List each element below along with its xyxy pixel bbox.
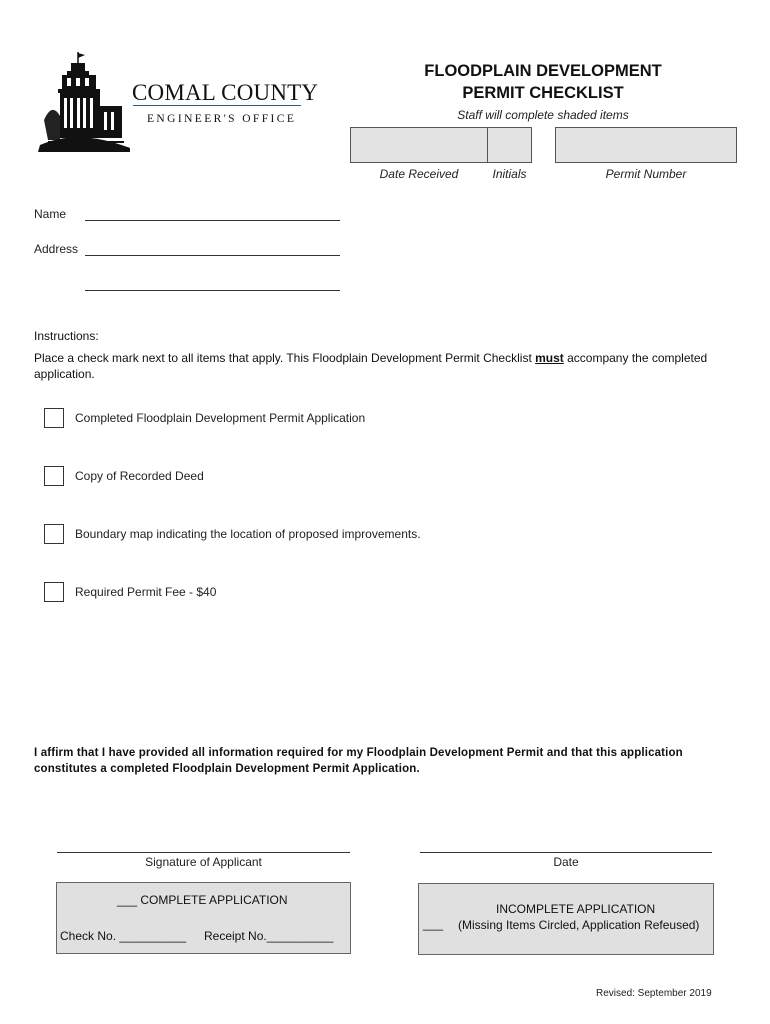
county-name: COMAL COUNTY (132, 80, 319, 105)
office-name: ENGINEER'S OFFICE (147, 113, 297, 125)
instructions-text (34, 350, 724, 382)
address-field-line-1[interactable] (85, 255, 340, 256)
form-title (360, 60, 726, 104)
signature-date-field[interactable] (420, 852, 712, 853)
permit-number-field[interactable] (555, 127, 737, 163)
incomplete-application-label: INCOMPLETE APPLICATION (496, 902, 656, 916)
title-line-2: PERMIT CHECKLIST (462, 84, 624, 102)
instructions-heading: Instructions: (34, 329, 99, 343)
checkbox-boundary-map[interactable] (44, 524, 64, 544)
check-number-field[interactable]: Check No. __________ (60, 929, 187, 943)
signature-label: Signature of Applicant (145, 855, 262, 869)
incomplete-application-note: (Missing Items Circled, Application Refeused) (458, 918, 700, 932)
initials-label: Initials (492, 167, 527, 181)
instructions-text-end: accompany the completed application. (34, 351, 708, 381)
complete-blank: ___ (117, 893, 138, 907)
checkbox-permit-application[interactable] (44, 408, 64, 428)
courthouse-logo-icon (38, 50, 134, 152)
title-line-1: FLOODPLAIN DEVELOPMENT (424, 62, 662, 80)
staff-note: Staff will complete shaded items (457, 108, 629, 122)
permit-number-label: Permit Number (605, 167, 687, 181)
affirmation-statement: I affirm that I have provided all information required for my Floodplain Development Permit and that this application constitutes a completed Floodplain Development Permit Application. (34, 747, 683, 775)
instructions-must: must (535, 351, 564, 365)
address-label: Address (34, 242, 79, 256)
instructions-text-start: Place a check mark next to all items that apply. This Floodplain Development Permit Checklist (34, 351, 536, 365)
checkbox-permit-fee[interactable] (44, 582, 64, 602)
receipt-number-field[interactable]: Receipt No.__________ (204, 929, 334, 943)
checklist-item-label: Completed Floodplain Development Permit Application (75, 411, 366, 425)
incomplete-blank[interactable]: ___ (423, 917, 444, 931)
checkbox-recorded-deed[interactable] (44, 466, 64, 486)
address-field-line-2[interactable] (85, 290, 340, 291)
complete-application-checkline[interactable] (117, 893, 288, 907)
signature-field[interactable] (57, 852, 350, 853)
checklist-item-label: Boundary map indicating the location of proposed improvements. (75, 527, 421, 541)
initials-field[interactable] (487, 127, 532, 163)
logo-divider (133, 105, 301, 106)
signature-date-label: Date (553, 855, 579, 869)
complete-application-label: COMPLETE APPLICATION (140, 893, 288, 907)
checklist-item-label: Copy of Recorded Deed (75, 469, 204, 483)
name-field[interactable] (85, 220, 340, 221)
date-received-field[interactable] (350, 127, 488, 163)
checklist-item-label: Required Permit Fee - $40 (75, 585, 217, 599)
revision-date: Revised: September 2019 (596, 988, 712, 999)
date-received-label: Date Received (379, 167, 459, 181)
name-label: Name (34, 207, 67, 221)
